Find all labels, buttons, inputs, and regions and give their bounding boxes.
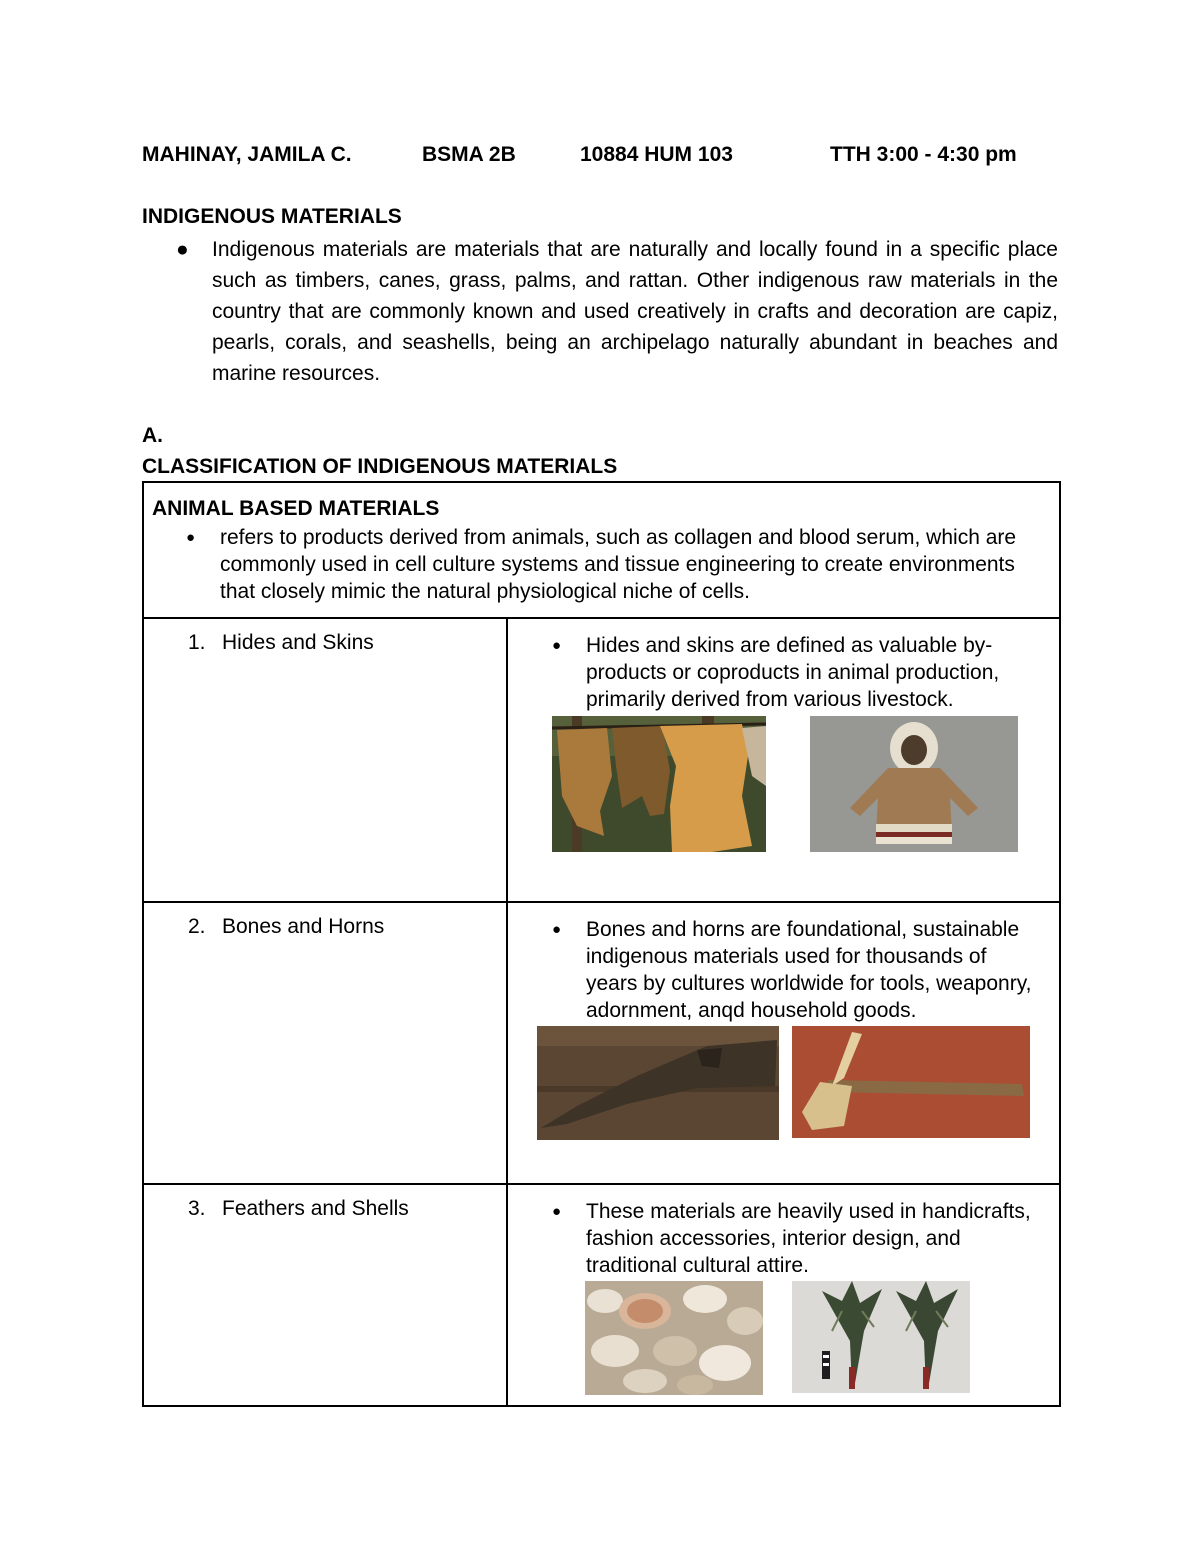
bullet-icon: ● <box>176 238 189 261</box>
category-row <box>143 482 1060 618</box>
row-label-cell <box>143 902 507 1184</box>
row-desc: Bones and horns are foundational, sustainable indigenous materials used for thousands of years by cultures worldwide for tools, weaponry, adornment, anqd household goods. <box>586 918 1032 1022</box>
row-desc: These materials are heavily used in handicrafts, fashion accessories, interior design, and traditional cultural attire. <box>586 1200 1031 1277</box>
row-images <box>508 1026 1059 1142</box>
course-code: 10884 HUM 103 <box>580 143 733 166</box>
row-label: Hides and Skins <box>222 631 374 654</box>
list-item: 1. Hides and Skins <box>188 631 374 654</box>
seashells-image <box>585 1281 763 1395</box>
category-title: ANIMAL BASED MATERIALS <box>152 497 440 520</box>
intro-title: INDIGENOUS MATERIALS <box>142 205 402 228</box>
row-images <box>508 716 1059 856</box>
section-title: CLASSIFICATION OF INDIGENOUS MATERIALS <box>142 455 618 478</box>
row-bullet <box>552 632 1039 713</box>
category-bullet <box>186 524 1039 605</box>
row-bullet <box>552 1198 1039 1279</box>
table-row <box>143 902 1060 1184</box>
table-row <box>143 1184 1060 1406</box>
intro-text: Indigenous materials are materials that are naturally and locally found in a specific place such as timbers, canes, grass, palms, and rattan. Other indigenous raw materials in the country that are commonly known and used creatively in crafts and decoration are capiz, pearls, corals, and seashells, being an archipelago naturally abundant in beaches and marine resources. <box>212 238 1058 385</box>
table-row <box>143 618 1060 902</box>
row-bullet <box>552 916 1039 1024</box>
list-item: 3. Feathers and Shells <box>188 1197 409 1220</box>
section-letter: A. <box>142 424 163 447</box>
feathers-image <box>792 1281 970 1393</box>
hides-drying-image <box>552 716 766 852</box>
row-label: Feathers and Shells <box>222 1197 409 1220</box>
bullet-icon: ● <box>186 529 196 546</box>
row-content-cell <box>507 1184 1060 1406</box>
list-item: 2. Bones and Horns <box>188 915 385 938</box>
row-label-cell <box>143 1184 507 1406</box>
bone-tool-image <box>792 1026 1030 1138</box>
student-section: BSMA 2B <box>422 143 516 166</box>
intro-paragraph <box>176 234 1058 389</box>
category-cell <box>143 482 1060 618</box>
class-schedule: TTH 3:00 - 4:30 pm <box>830 143 1017 166</box>
row-label-cell <box>143 618 507 902</box>
row-label: Bones and Horns <box>222 915 385 938</box>
bullet-icon: ● <box>552 637 562 654</box>
bullet-icon: ● <box>552 921 562 938</box>
classification-table <box>142 481 1061 1407</box>
row-images <box>508 1281 1059 1397</box>
bullet-icon: ● <box>552 1203 562 1220</box>
horn-image <box>537 1026 779 1140</box>
fur-parka-image <box>810 716 1018 852</box>
row-desc: Hides and skins are defined as valuable by-products or coproducts in animal production, primarily derived from various livestock. <box>586 634 1000 711</box>
category-desc: refers to products derived from animals, such as collagen and blood serum, which are commonly used in cell culture systems and tissue engineering to create environments that closely mimic the natural physiological niche of cells. <box>220 526 1017 603</box>
row-content-cell <box>507 618 1060 902</box>
row-content-cell <box>507 902 1060 1184</box>
student-name: MAHINAY, JAMILA C. <box>142 143 352 166</box>
